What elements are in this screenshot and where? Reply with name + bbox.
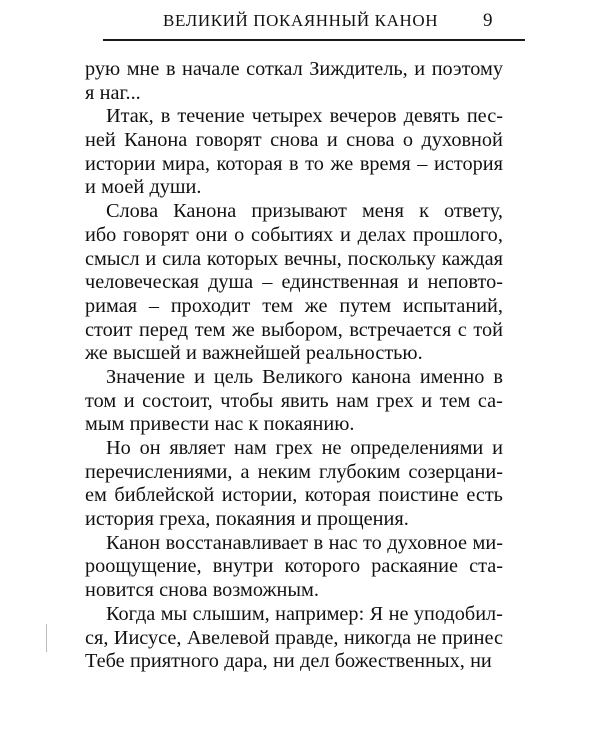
margin-scan-mark (46, 624, 47, 652)
text-line: Канон восстанавливает в нас то духовное ми- (106, 531, 503, 554)
text-line: же высшей и важнейшей реальностью. (85, 342, 423, 365)
text-line: роощущение, внутри которого раскаяние ста- (85, 555, 503, 578)
text-line: Но он являет нам грех не определениями и (106, 437, 503, 459)
paragraph (85, 105, 503, 200)
text-line: мым привести нас к покаянию. (85, 413, 355, 436)
header-rule (103, 39, 525, 41)
text-line: истории мира, которая в то же время – история (85, 152, 503, 175)
running-title: ВЕЛИКИЙ ПОКАЯННЫЙ КАНОН (163, 11, 439, 30)
paragraph (85, 603, 503, 674)
text-line: стоит перед тем же выбором, встречается с той (85, 318, 503, 341)
text-line: ем библейской истории, которая поистине есть (85, 484, 503, 507)
text-line: том и состоит, чтобы явить нам грех и тем са- (85, 389, 503, 412)
running-head (103, 9, 523, 37)
text-line: ибо говорят они о событиях и делах прошлого, (85, 223, 503, 246)
text-line: перечислениями, а неким глубоким созерцани- (85, 460, 503, 483)
text-line: римая – проходит тем же путем испытаний, (85, 294, 503, 317)
text-line: Значение и цель Великого канона именно в (106, 365, 503, 388)
text-line: ся, Иисусе, Авелевой правде, никогда не принес (85, 626, 503, 649)
text-line: Тебе приятного дара, ни дел божественных, ни (85, 650, 492, 673)
paragraph (85, 200, 503, 366)
text-line: Слова Канона призывают меня к ответу, (106, 200, 503, 223)
text-line: человеческая душа – единственная и неповто- (85, 271, 503, 294)
body-text (85, 58, 503, 674)
text-line: история греха, покаяния и прощения. (85, 508, 409, 531)
paragraph (85, 437, 503, 532)
page-number: 9 (483, 10, 493, 31)
text-line: новится снова возможным. (85, 579, 319, 602)
text-line: Итак, в течение четырех вечеров девять пес- (106, 105, 503, 128)
text-line: рую мне в начале соткал Зиждитель, и поэтому (85, 58, 503, 80)
paragraph (85, 532, 503, 603)
text-line: ней Канона говорят снова и снова о духовной (85, 129, 503, 152)
text-line: Когда мы слышим, например: Я не уподобил- (106, 602, 503, 625)
paragraph (85, 366, 503, 437)
text-line: я наг... (85, 81, 141, 104)
paragraph (85, 58, 503, 105)
text-line: и моей души. (85, 176, 202, 199)
text-line: смысл и сила которых вечны, поскольку каждая (85, 247, 503, 270)
